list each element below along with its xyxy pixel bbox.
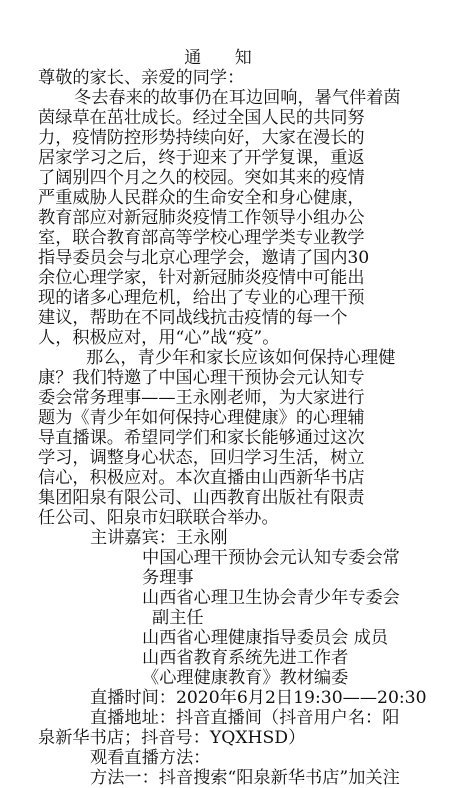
greeting-line: 尊敬的家长、亲爱的同学：	[38, 68, 245, 88]
body-line: 委会常务理事——王永刚老师，为大家进行	[38, 388, 365, 408]
body-line: 余位心理学家，针对新冠肺炎疫情中可能出	[38, 268, 365, 288]
speaker-title-line: 中国心理干预协会元认知专委会常	[142, 548, 400, 568]
speaker-title-line: 山西省心理卫生协会青少年专委会	[142, 588, 400, 608]
body-line: 严重威胁人民群众的生命安全和身心健康，	[38, 188, 365, 208]
viewing-method-heading: 观看直播方法：	[90, 748, 211, 768]
body-line: 现的诸多心理危机，给出了专业的心理干预	[38, 288, 365, 308]
body-line: 居家学习之后，终于迎来了开学复课，重返	[38, 148, 365, 168]
body-line: 人，积极应对，用“心”战“疫”。	[38, 328, 280, 348]
speaker-line: 主讲嘉宾：王永刚	[90, 528, 228, 548]
body-line: 信心，积极应对。本次直播由山西新华书店	[38, 468, 365, 488]
speaker-title-line: 副主任	[152, 608, 204, 628]
body-line: 力，疫情防控形势持续向好，大家在漫长的	[38, 128, 365, 148]
body-line: 导直播课。希望同学们和家长能够通过这次	[38, 428, 365, 448]
body-line: 集团阳泉有限公司、山西教育出版社有限责	[38, 488, 365, 508]
speaker-title-line: 山西省心理健康指导委员会 成员	[142, 628, 389, 648]
broadcast-address-line: 泉新华书店；抖音号：YQXHSD）	[38, 728, 306, 748]
speaker-title-line: 《心理健康教育》教材编委	[142, 668, 349, 688]
body-line: 建议，帮助在不同战线抗击疫情的每一个	[38, 308, 348, 328]
broadcast-time-line: 直播时间：2020年6月2日19:30——20:30	[90, 688, 427, 708]
body-line: 了阔别四个月之久的校园。突如其来的疫情	[38, 168, 365, 188]
broadcast-address-line: 直播地址：抖音直播间（抖音用户名：阳	[90, 708, 400, 728]
body-line: 学习，调整身心状态，回归学习生活，树立	[38, 448, 365, 468]
viewing-method-line: 方法一：抖音搜索“阳泉新华书店”加关注	[90, 768, 400, 788]
body-line: 题为《青少年如何保持心理健康》的心理辅	[38, 408, 365, 428]
body-line: 冬去春来的故事仍在耳边回响，暑气伴着茵	[74, 88, 401, 108]
notice-title: 通 知	[184, 48, 266, 68]
speaker-title-line: 山西省教育系统先进工作者	[142, 648, 349, 668]
body-line: 室，联合教育部高等学校心理学类专业教学	[38, 228, 365, 248]
body-line: 那么，青少年和家长应该如何保持心理健	[86, 348, 396, 368]
body-line: 康？我们特邀了中国心理干预协会元认知专	[38, 368, 365, 388]
body-line: 指导委员会与北京心理学会，邀请了国内30	[38, 248, 370, 268]
body-line: 任公司、阳泉市妇联联合举办。	[38, 508, 279, 528]
body-line: 教育部应对新冠肺炎疫情工作领导小组办公	[38, 208, 365, 228]
body-line: 茵绿草在茁壮成长。经过全国人民的共同努	[38, 108, 365, 128]
speaker-title-line: 务理事	[142, 568, 194, 588]
